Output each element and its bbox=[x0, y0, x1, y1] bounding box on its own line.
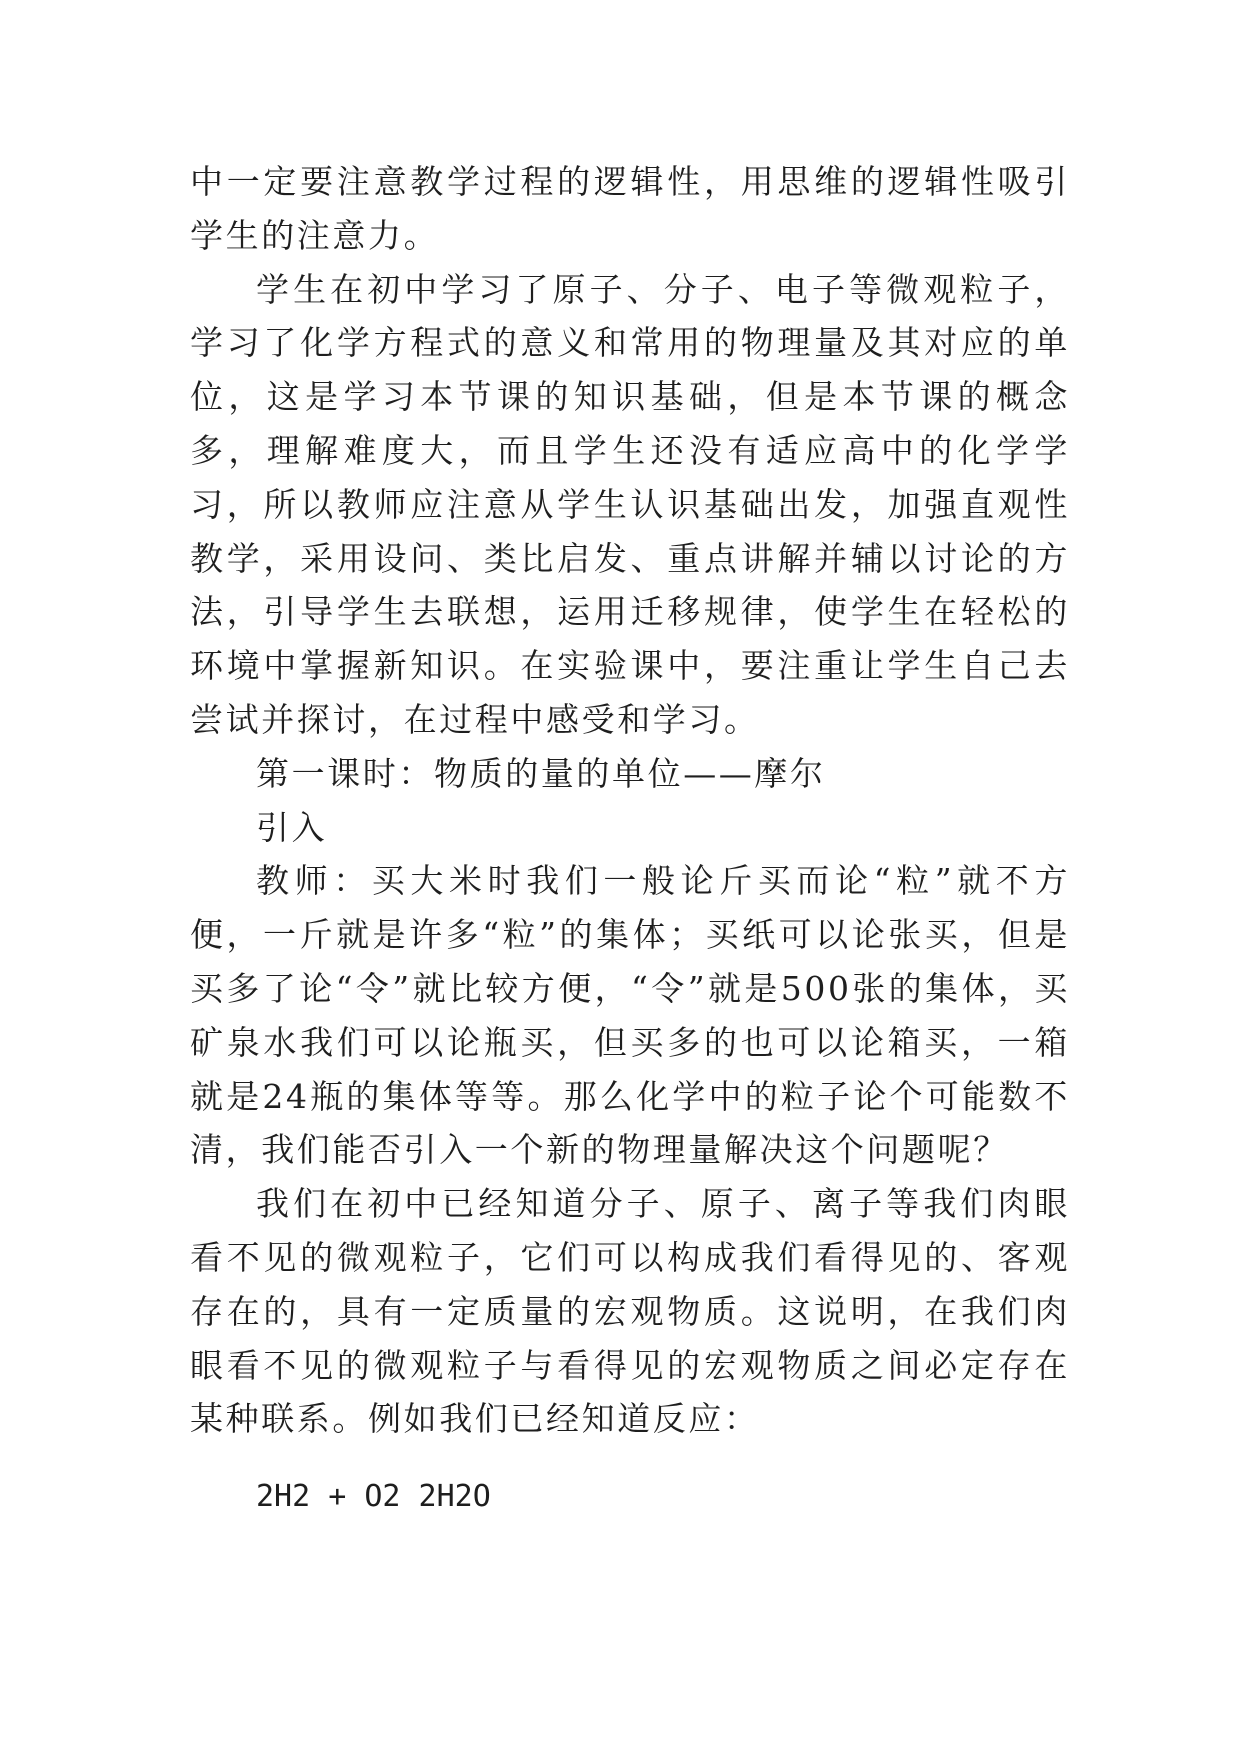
chemical-equation: 2H2 + O2 2H2O bbox=[256, 1479, 491, 1515]
subheading-introduction: 引入 bbox=[256, 807, 328, 847]
section-heading-lesson-one: 第一课时：物质的量的单位——摩尔 bbox=[256, 753, 826, 793]
paragraph-teacher-dialogue: 教师：买大米时我们一般论斤买而论“粒”就不方便，一斤就是许多“粒”的集体；买纸可以论张买，但是买多了论“令”就比较方便，“令”就是500张的集体，买矿泉水我们可以论瓶买，但买多的也可以论箱买，一箱就是24瓶的集体等等。那么化学中的粒子论个可能数不清，我们能否引入一个新的物理量解决这个问题呢？ bbox=[190, 861, 1070, 1170]
paragraph-continuation: 中一定要注意教学过程的逻辑性，用思维的逻辑性吸引学生的注意力。 bbox=[190, 162, 1070, 255]
document-body bbox=[190, 155, 1070, 1524]
paragraph-student-analysis: 学生在初中学习了原子、分子、电子等微观粒子，学习了化学方程式的意义和常用的物理量及其对应的单位，这是学习本节课的知识基础，但是本节课的概念多，理解难度大，而且学生还没有适应高中的化学学习，所以教师应注意从学生认识基础出发，加强直观性教学，采用设问、类比启发、重点讲解并辅以讨论的方法，引导学生去联想，运用迁移规律，使学生在轻松的环境中掌握新知识。在实验课中，要注重让学生自己去尝试并探讨，在过程中感受和学习。 bbox=[190, 269, 1070, 739]
paragraph-micro-macro: 我们在初中已经知道分子、原子、离子等我们肉眼看不见的微观粒子，它们可以构成我们看得见的、客观存在的，具有一定质量的宏观物质。这说明，在我们肉眼看不见的微观粒子与看得见的宏观物质之间必定存在某种联系。例如我们已经知道反应： bbox=[190, 1184, 1070, 1439]
